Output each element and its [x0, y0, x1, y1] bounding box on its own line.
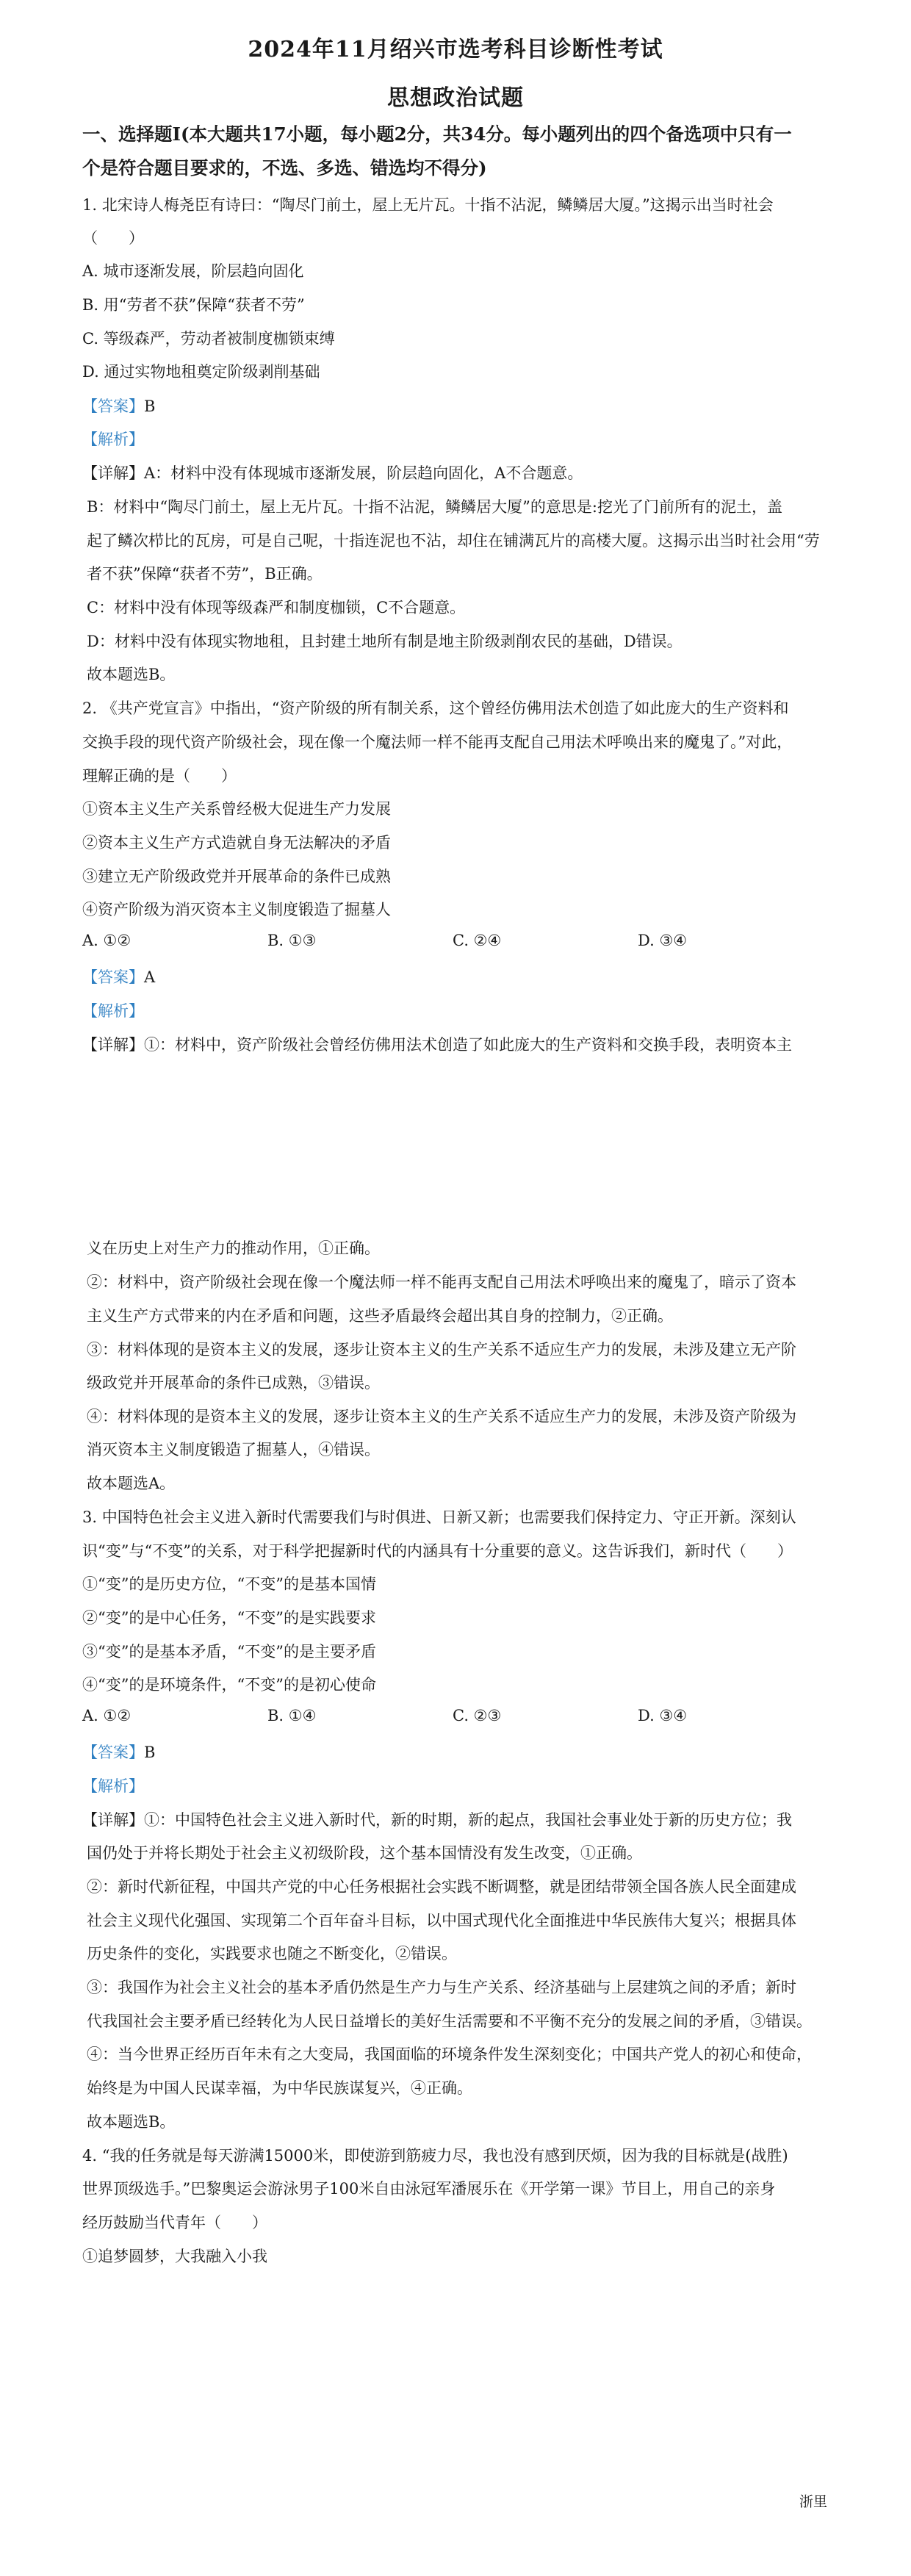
q2-statement: ④资产阶级为消灭资本主义制度锻造了掘墓人: [82, 901, 391, 918]
q2-stem-line: 2. 《共产党宣言》中指出，“资产阶级的所有制关系，这个曾经仿佛用法术创造了如此庞大的生产资料和: [82, 699, 789, 717]
q1-option-a: A. 城市逐渐发展，阶层趋向固化: [82, 262, 304, 280]
q3-statement: ④“变”的是环境条件，“不变”的是初心使命: [82, 1676, 376, 1694]
q4-stem-line: 经历鼓励当代青年（ ）: [82, 2214, 267, 2231]
answer-label: 【答案】: [82, 1744, 144, 1761]
q3-conclusion: 故本题选B。: [87, 2113, 176, 2131]
q2-detail-line: ④：材料体现的是资本主义的发展，逐步让资本主义的生产关系不适应生产力的发展，未涉及资产阶级为: [87, 1408, 796, 1425]
q3-option-b: B. ①④: [267, 1707, 317, 1724]
q1-conclusion: 故本题选B。: [87, 666, 176, 683]
detail-text: A：材料中没有体现城市逐渐发展，阶层趋向固化，A不合题意。: [144, 464, 583, 482]
q3-statement: ①“变”的是历史方位，“不变”的是基本国情: [82, 1575, 376, 1593]
q2-statement: ③建立无产阶级政党并开展革命的条件已成熟: [82, 868, 391, 885]
section-heading-line: 一、选择题Ⅰ(本大题共17小题，每小题2分，共34分。每小题列出的四个备选项中只有一: [82, 123, 792, 145]
q3-detail-line: 社会主义现代化强国、实现第二个百年奋斗目标，以中国式现代化全面推进中华民族伟大复兴；根据具体: [87, 1912, 796, 1929]
q2-detail-line: 消灭资本主义制度锻造了掘墓人，④错误。: [87, 1441, 380, 1458]
exam-subtitle: 思想政治试题: [387, 85, 524, 111]
q2-stem-line: 交换手段的现代资产阶级社会，现在像一个魔法师一样不能再支配自己用法术呼唤出来的魔鬼了。”对此，: [82, 733, 793, 751]
q2-option-a: A. ①②: [82, 932, 132, 949]
q1-detail-line: B：材料中“陶尽门前土，屋上无片瓦。十指不沾泥，鳞鳞居大厦”的意思是:挖光了门前所有的泥土，盖: [87, 498, 782, 516]
q1-analysis-label: 【解析】: [82, 431, 144, 448]
q1-detail-line: 者不获”保障“获者不劳”，B正确。: [87, 565, 323, 583]
q2-detail-line: 级政党并开展革命的条件已成熟，③错误。: [87, 1374, 380, 1392]
q1-detail-line: [82, 461, 583, 483]
q3-analysis-label: 【解析】: [82, 1777, 144, 1795]
q3-option-c: C. ②③: [453, 1707, 502, 1724]
q3-detail-line: ②：新时代新征程，中国共产党的中心任务根据社会实践不断调整，就是团结带领全国各族人民全面建成: [87, 1878, 796, 1896]
q3-detail-line: 历史条件的变化，实践要求也随之不断变化，②错误。: [87, 1945, 457, 1962]
q2-answer: [82, 965, 155, 987]
detail-text: ①：材料中，资产阶级社会曾经仿佛用法术创造了如此庞大的生产资料和交换手段，表明资本主: [144, 1036, 792, 1054]
q3-detail-line: ④：当今世界正经历百年未有之大变局，我国面临的环境条件发生深刻变化；中国共产党人的初心和使命，: [87, 2046, 812, 2063]
answer-value: B: [144, 397, 156, 415]
q1-option-b: B. 用“劳者不获”保障“获者不劳”: [82, 296, 305, 314]
q1-option-c: C. 等级森严，劳动者被制度枷锁束缚: [82, 330, 335, 348]
q1-detail-line: 起了鳞次栉比的瓦房，可是自己呢，十指连泥也不沾，却住在铺满瓦片的高楼大厦。这揭示出当时社会用“劳: [87, 532, 820, 550]
page-footer: 浙里: [799, 2494, 828, 2510]
q1-answer: [82, 395, 155, 417]
q3-stem-line: 3. 中国特色社会主义进入新时代需要我们与时俱进、日新又新；也需要我们保持定力、守正开新。深刻认: [82, 1508, 796, 1526]
q3-detail-line: 国仍处于并将长期处于社会主义初级阶段，这个基本国情没有发生改变，①正确。: [87, 1844, 642, 1862]
q2-detail-line: ②：材料中，资产阶级社会现在像一个魔法师一样不能再支配自己用法术呼唤出来的魔鬼了，暗示了资本: [87, 1273, 796, 1291]
q2-detail-line: 主义生产方式带来的内在矛盾和问题，这些矛盾最终会超出其自身的控制力，②正确。: [87, 1307, 673, 1325]
q3-detail-line: 代我国社会主要矛盾已经转化为人民日益增长的美好生活需要和不平衡不充分的发展之间的矛盾，③错误。: [87, 2012, 812, 2030]
q3-statement: ③“变”的是基本矛盾，“不变”的是主要矛盾: [82, 1643, 376, 1661]
q2-analysis-label: 【解析】: [82, 1002, 144, 1020]
q4-stem-line: 世界顶级选手。”巴黎奥运会游泳男子100米自由泳冠军潘展乐在《开学第一课》节目上，用自己的亲身: [82, 2180, 776, 2198]
q2-detail-line: [82, 1033, 792, 1055]
detail-label: 【详解】: [82, 464, 144, 482]
q1-stem-line: 1. 北宋诗人梅尧臣有诗曰：“陶尽门前土，屋上无片瓦。十指不沾泥，鳞鳞居大厦。”这揭示出当时社会: [82, 196, 774, 214]
answer-label: 【答案】: [82, 968, 144, 986]
q3-detail-line: 始终是为中国人民谋幸福，为中华民族谋复兴，④正确。: [87, 2079, 472, 2097]
q2-statement: ①资本主义生产关系曾经极大促进生产力发展: [82, 800, 391, 818]
q2-option-d: D. ③④: [638, 932, 688, 949]
detail-text: ①：中国特色社会主义进入新时代，新的时期，新的起点，我国社会事业处于新的历史方位；我: [144, 1811, 792, 1829]
q3-detail-line: [82, 1808, 792, 1830]
answer-label: 【答案】: [82, 397, 144, 415]
q2-option-c: C. ②④: [453, 932, 502, 949]
q2-detail-line: ③：材料体现的是资本主义的发展，逐步让资本主义的生产关系不适应生产力的发展，未涉及建立无产阶: [87, 1341, 796, 1359]
section-heading: [82, 118, 839, 185]
q4-stem-line: 4. “我的任务就是每天游满15000米，即使游到筋疲力尽，我也没有感到厌烦，因为我的目标就是(战胜): [82, 2147, 788, 2165]
detail-label: 【详解】: [82, 1811, 144, 1829]
q1-detail-line: D：材料中没有体现实物地租，且封建土地所有制是地主阶级剥削农民的基础，D错误。: [87, 633, 683, 650]
section-heading-line: 个是符合题目要求的，不选、多选、错选均不得分): [82, 157, 487, 179]
q3-option-d: D. ③④: [638, 1707, 688, 1724]
answer-value: B: [144, 1744, 156, 1761]
q2-detail-line: 义在历史上对生产力的推动作用，①正确。: [87, 1240, 380, 1257]
q3-option-a: A. ①②: [82, 1707, 132, 1724]
detail-label: 【详解】: [82, 1036, 144, 1054]
q2-conclusion: 故本题选A。: [87, 1475, 176, 1492]
q2-statement: ②资本主义生产方式造就自身无法解决的矛盾: [82, 834, 391, 852]
q3-detail-line: ③：我国作为社会主义社会的基本矛盾仍然是生产力与生产关系、经济基础与上层建筑之间的矛盾；新时: [87, 1979, 796, 1996]
q1-stem-line: （ ）: [82, 229, 144, 247]
q3-statement: ②“变”的是中心任务，“不变”的是实践要求: [82, 1609, 376, 1627]
q2-option-b: B. ①③: [267, 932, 317, 949]
q4-statement: ①追梦圆梦，大我融入小我: [82, 2248, 267, 2265]
exam-title: 2024年11月绍兴市选考科目诊断性考试: [248, 37, 663, 62]
answer-value: A: [144, 968, 156, 986]
q1-option-d: D. 通过实物地租奠定阶级剥削基础: [82, 363, 320, 381]
q3-stem-line: 识“变”与“不变”的关系，对于科学把握新时代的内涵具有十分重要的意义。这告诉我们，新时代（ ）: [82, 1542, 793, 1560]
q2-stem-line: 理解正确的是（ ）: [82, 767, 237, 785]
q3-answer: [82, 1741, 155, 1763]
q1-detail-line: C：材料中没有体现等级森严和制度枷锁，C不合题意。: [87, 599, 466, 616]
